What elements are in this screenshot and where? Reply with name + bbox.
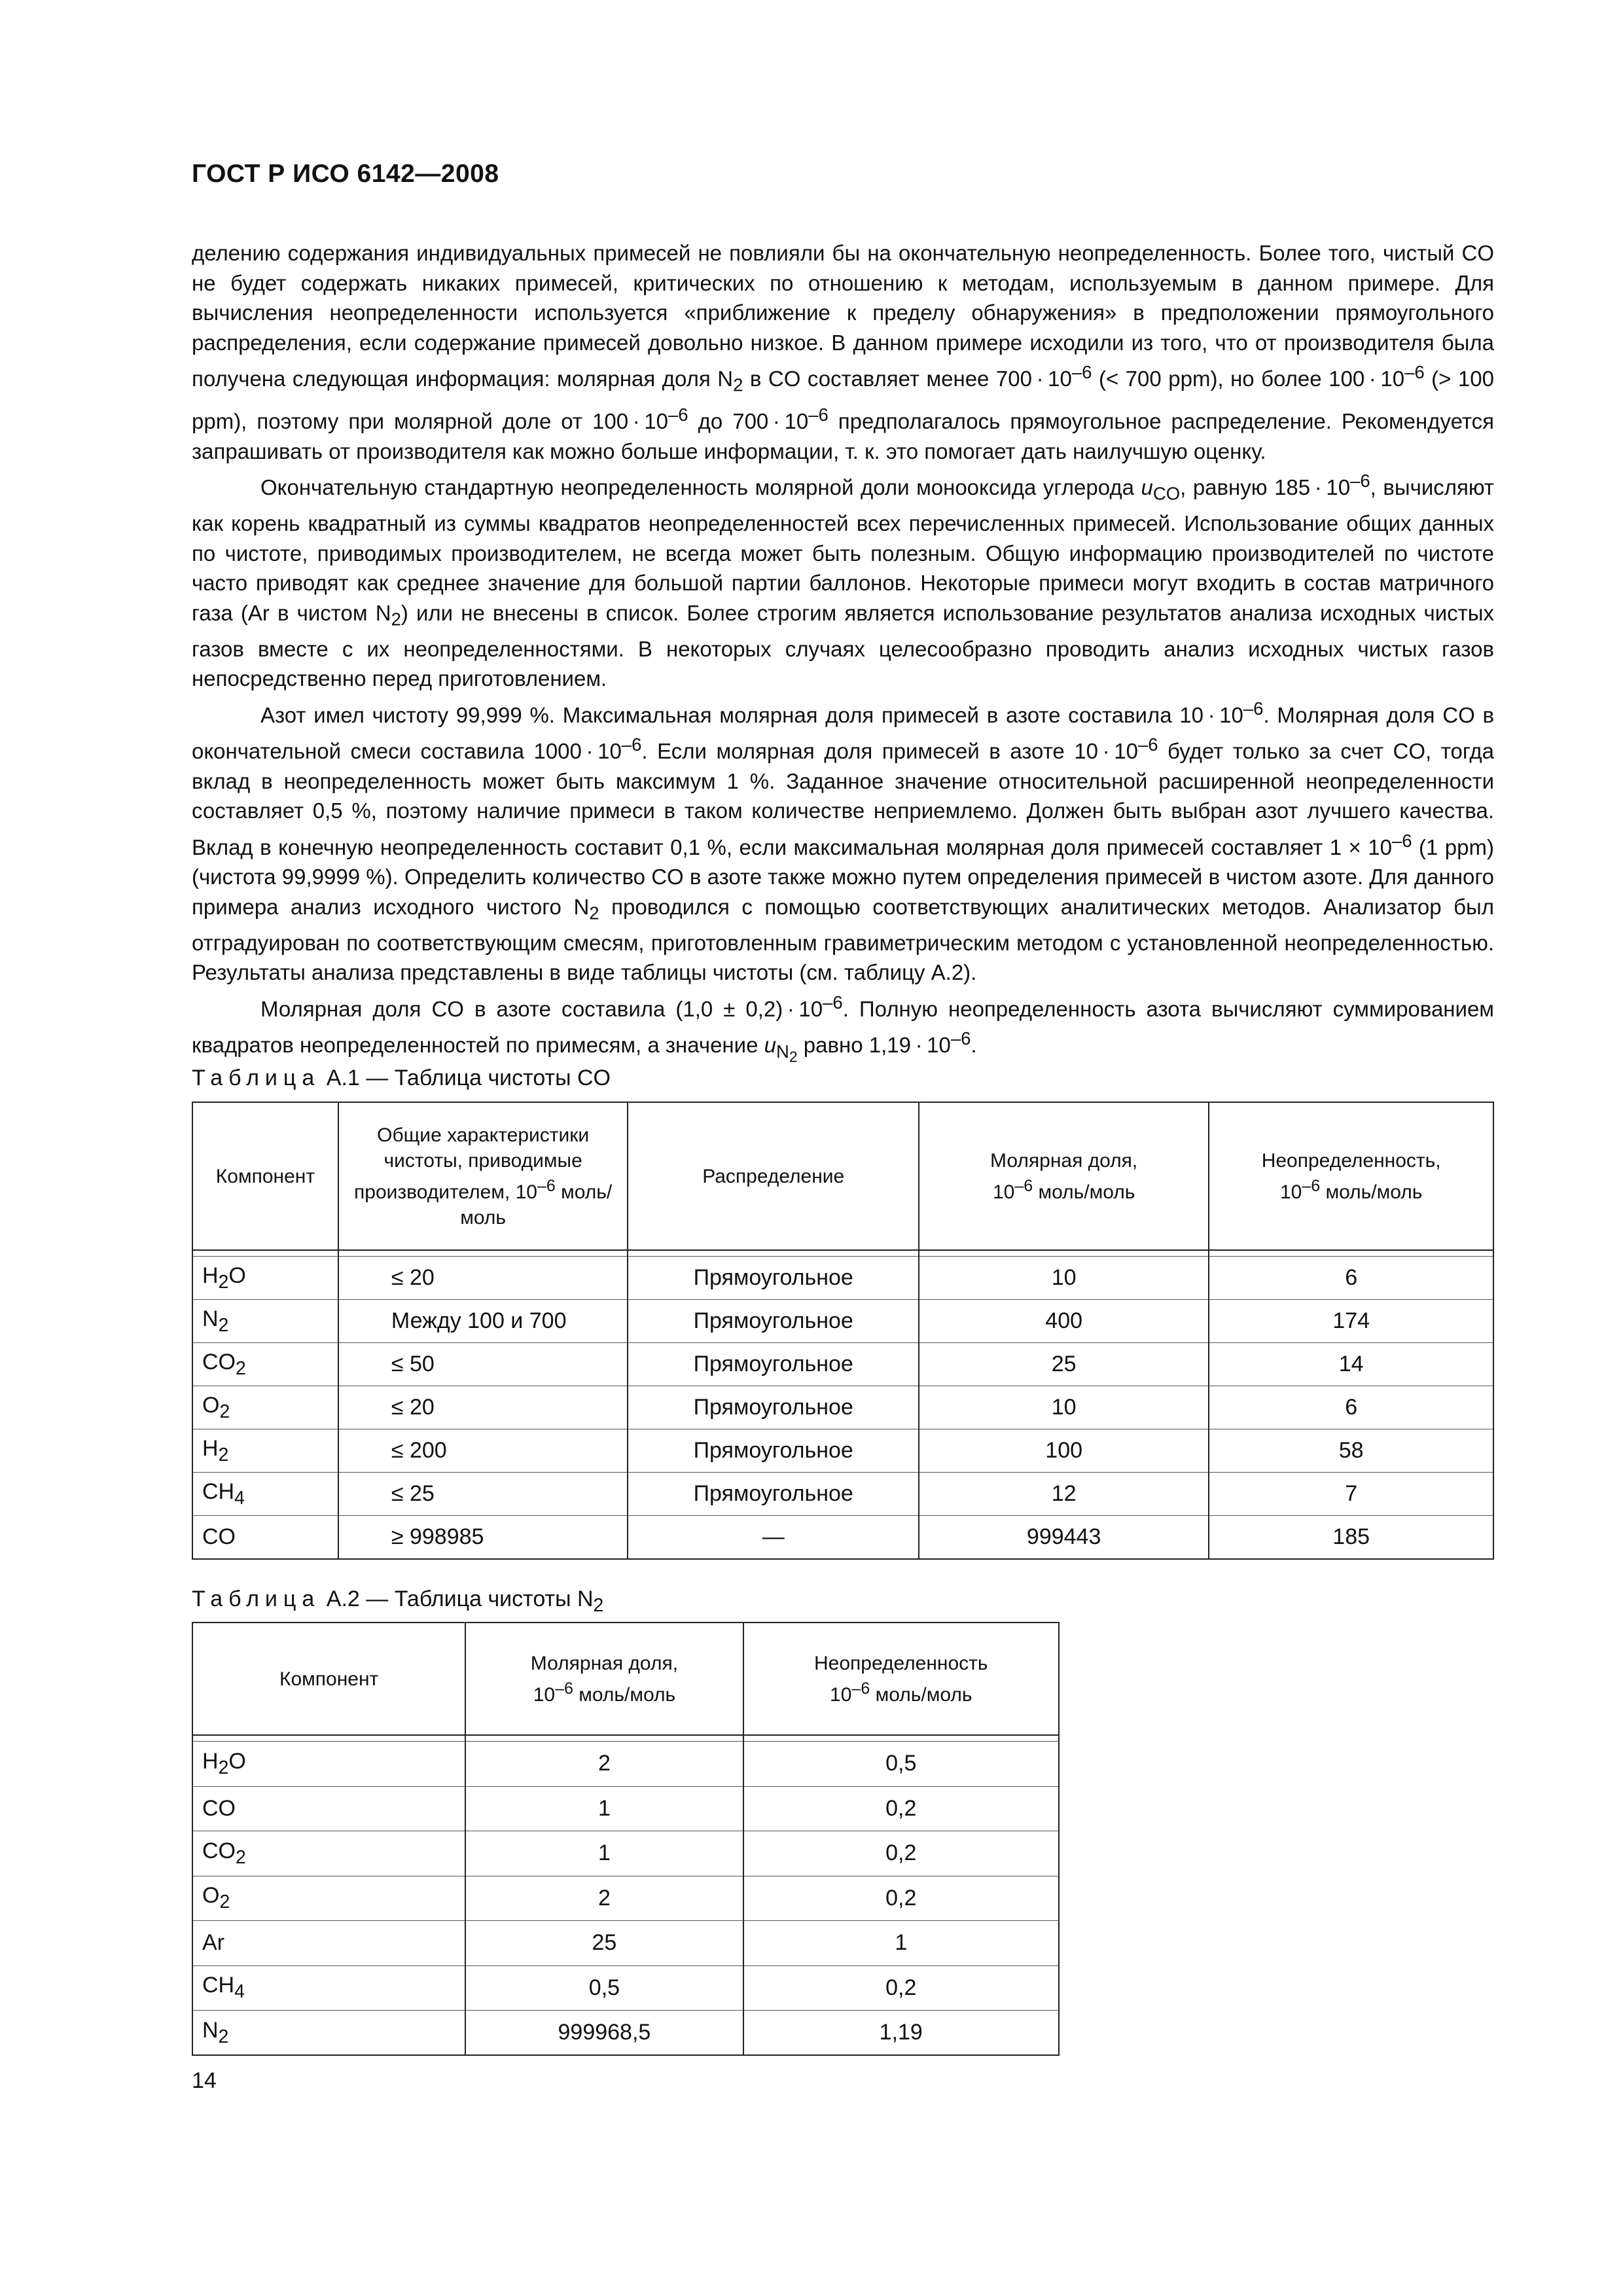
table-row (192, 1786, 1059, 1831)
column-header: Молярная доля, $10^{-6}$ моль/моль (465, 1623, 743, 1735)
table-cell: $H_2$ (192, 1429, 338, 1473)
table-a1-caption (192, 1066, 611, 1091)
table-a1 (192, 1102, 1494, 1560)
table-row (192, 1876, 1059, 1921)
column-header: Неопределенность $10^{-6}$ моль/моль (743, 1623, 1059, 1735)
table-cell: 25 (465, 1921, 743, 1966)
table-cell: 0,2 (743, 1831, 1059, 1876)
table-row (192, 1429, 1493, 1473)
page-number: 14 (192, 2068, 217, 2093)
table-row (192, 1742, 1059, 1787)
table-cell: $CH_4$ (192, 1473, 338, 1516)
table-row (192, 1300, 1493, 1343)
table-cell: $O_2$ (192, 1876, 465, 1921)
table-row (192, 1831, 1059, 1876)
table-row (192, 2011, 1059, 2056)
table-cell: 1,19 (743, 2011, 1059, 2056)
table-cell: 10 (919, 1386, 1209, 1429)
table-cell: 6 (1209, 1257, 1493, 1300)
column-header: Компонент (192, 1102, 338, 1250)
paragraph: Окончательную стандартную неопределенность молярной доли монооксида углерода $u_{CO}$, равную $185 \cdot 10^{-6}$, вычисляют как корень квадратный из суммы квадратов неопределенностей всех перечисленных примесей. Использование общих данных по чистоте, приводимых производителем, не всегда может быть полезным. Общую информацию производителей по чистоте часто приводят как среднее значение для большой партии баллонов. Некоторые примеси могут входить в состав матричного газа (Ar в чистом $N_2$) или не внесены в список. Более строгим является использование результатов анализа исходных чистых газов вместе с их неопределенностями. В некоторых случаях целесообразно проводить анализ исходных чистых газов непосредственно перед приготовлением. (192, 471, 1495, 691)
table-row (192, 1965, 1059, 2011)
table-cell: 0,2 (743, 1876, 1059, 1921)
table-cell: 1 (465, 1831, 743, 1876)
column-header: Компонент (192, 1623, 465, 1735)
table-row (192, 1516, 1493, 1559)
table-cell: 0,5 (743, 1742, 1059, 1787)
table-cell: $O_2$ (192, 1386, 338, 1429)
table-cell: $H_2O$ (192, 1257, 338, 1300)
table-cell: 174 (1209, 1300, 1493, 1343)
table-a1-caption-title: А.1 — Таблица чистоты CO (326, 1066, 611, 1090)
column-header: Распределение (628, 1102, 919, 1250)
table-row (192, 1343, 1493, 1386)
paragraph: делению содержания индивидуальных примесей не повлияли бы на окончательную неопределенность. Более того, чистый CO не будет содержать никаких примесей, критических по отношению к методам, используемым в данном примере. Для вычисления неопределенности используется «приближение к пределу обнаружения» в предположении прямоугольного распределения, если содержание примесей довольно низкое. В данном примере исходили из того, что от производителя была получена следующая информация: молярная доля $N_2$ в CO составляет менее $700 \cdot 10^{-6}$ (< 700 ppm), но более $100 \cdot 10^{-6}$ (> 100 ppm), поэтому при молярной доле от $100 \cdot 10^{-6}$ до $700 \cdot 10^{-6}$ предполагалось прямоугольное распределение. Рекомендуется запрашивать от производителя как можно больше информации, т. к. это помогает дать наилучшую оценку. (192, 241, 1494, 463)
paragraph: Азот имел чистоту 99,999 %. Максимальная молярная доля примесей в азоте составила $10 \cdot 10^{-6}$. Молярная доля CO в окончательной смеси составила $1000 \cdot 10^{-6}$. Если молярная доля примесей в азоте $10 \cdot 10^{-6}$ будет только за счет CO, тогда вклад в неопределенность может быть максимум 1 %. Заданное значение относительной расширенной неопределенности составляет 0,5 %, поэтому наличие примеси в таком количестве неприемлемо. Должен быть выбран азот лучшего качества. Вклад в конечную неопределенность составит 0,1 %, если максимальная молярная доля примесей составляет $1 \times 10^{-6}$ (1 ppm) (чистота 99,9999 %). Определить количество CO в азоте также можно путем определения примесей в чистом азоте. Для данного примера анализ исходного чистого $N_2$ проводился с помощью соответствующих аналитических методов. Анализатор был отградуирован по соответствующим смесям, приготовленным гравиметрическим методом с установленной неопределенностью. Результаты анализа представлены в виде таблицы чистоты (см. таблицу А.2). (192, 698, 1494, 985)
table-cell: Между 100 и 700 (338, 1300, 628, 1343)
table-a2-caption-title: А.2 — Таблица чистоты $N_2$ (326, 1587, 604, 1616)
table-cell: 2 (465, 1742, 743, 1787)
body-text (192, 238, 1494, 1072)
table-cell: 10 (919, 1257, 1209, 1300)
table-a2-caption (192, 1587, 603, 1617)
table-cell: ≥ 998985 (338, 1516, 628, 1559)
paragraph: Молярная доля CO в азоте составила $(1,0 \pm 0,2) \cdot 10^{-6}$. Полную неопределенность азота вычисляют суммированием квадратов неопределенностей по примесям, а значение $u_{N_2}$ равно $1,19 \cdot 10^{-6}$. (192, 992, 1494, 1066)
table-cell: Прямоугольное (628, 1257, 919, 1300)
table-cell: $CO_2$ (192, 1343, 338, 1386)
column-header: Общие характеристики чистоты, приводимые производителем, $10^{-6}$ моль/моль (338, 1102, 628, 1250)
table-cell: Прямоугольное (628, 1386, 919, 1429)
table-cell: Прямоугольное (628, 1300, 919, 1343)
table-cell: ≤ 20 (338, 1386, 628, 1429)
table-row (192, 1386, 1493, 1429)
table-cell: — (628, 1516, 919, 1559)
table-cell: 14 (1209, 1343, 1493, 1386)
table-cell: 100 (919, 1429, 1209, 1473)
table-cell: Прямоугольное (628, 1343, 919, 1386)
table-cell: CO (192, 1516, 338, 1559)
table-cell: CO (192, 1786, 465, 1831)
table-a1-caption-word: Таблица (192, 1066, 321, 1090)
table-cell: ≤ 25 (338, 1473, 628, 1516)
table-cell: ≤ 50 (338, 1343, 628, 1386)
table-cell: 0,2 (743, 1786, 1059, 1831)
table-cell: 0,5 (465, 1965, 743, 2011)
table-cell: $N_2$ (192, 2011, 465, 2056)
table-cell: 999443 (919, 1516, 1209, 1559)
document-header: ГОСТ Р ИСО 6142—2008 (192, 160, 499, 188)
table-cell: Ar (192, 1921, 465, 1966)
table-cell: $H_2O$ (192, 1742, 465, 1787)
column-header: Неопределенность, $10^{-6}$ моль/моль (1209, 1102, 1493, 1250)
table-cell: 25 (919, 1343, 1209, 1386)
table-cell: 1 (743, 1921, 1059, 1966)
column-header: Молярная доля, $10^{-6}$ моль/моль (919, 1102, 1209, 1250)
table-cell: 2 (465, 1876, 743, 1921)
table-cell: $CH_4$ (192, 1965, 465, 2011)
table-cell: 999968,5 (465, 2011, 743, 2056)
table-cell: 58 (1209, 1429, 1493, 1473)
table-cell: 7 (1209, 1473, 1493, 1516)
table-cell: 12 (919, 1473, 1209, 1516)
table-cell: 0,2 (743, 1965, 1059, 2011)
table-row (192, 1921, 1059, 1966)
table-cell: ≤ 20 (338, 1257, 628, 1300)
table-cell: ≤ 200 (338, 1429, 628, 1473)
table-row (192, 1257, 1493, 1300)
table-cell: 400 (919, 1300, 1209, 1343)
table-a2 (192, 1622, 1060, 2056)
table-cell: $N_2$ (192, 1300, 338, 1343)
table-cell: Прямоугольное (628, 1473, 919, 1516)
table-cell: 6 (1209, 1386, 1493, 1429)
table-cell: $CO_2$ (192, 1831, 465, 1876)
table-cell: 185 (1209, 1516, 1493, 1559)
table-cell: 1 (465, 1786, 743, 1831)
table-a2-caption-word: Таблица (192, 1587, 321, 1611)
table-row (192, 1473, 1493, 1516)
table-cell: Прямоугольное (628, 1429, 919, 1473)
